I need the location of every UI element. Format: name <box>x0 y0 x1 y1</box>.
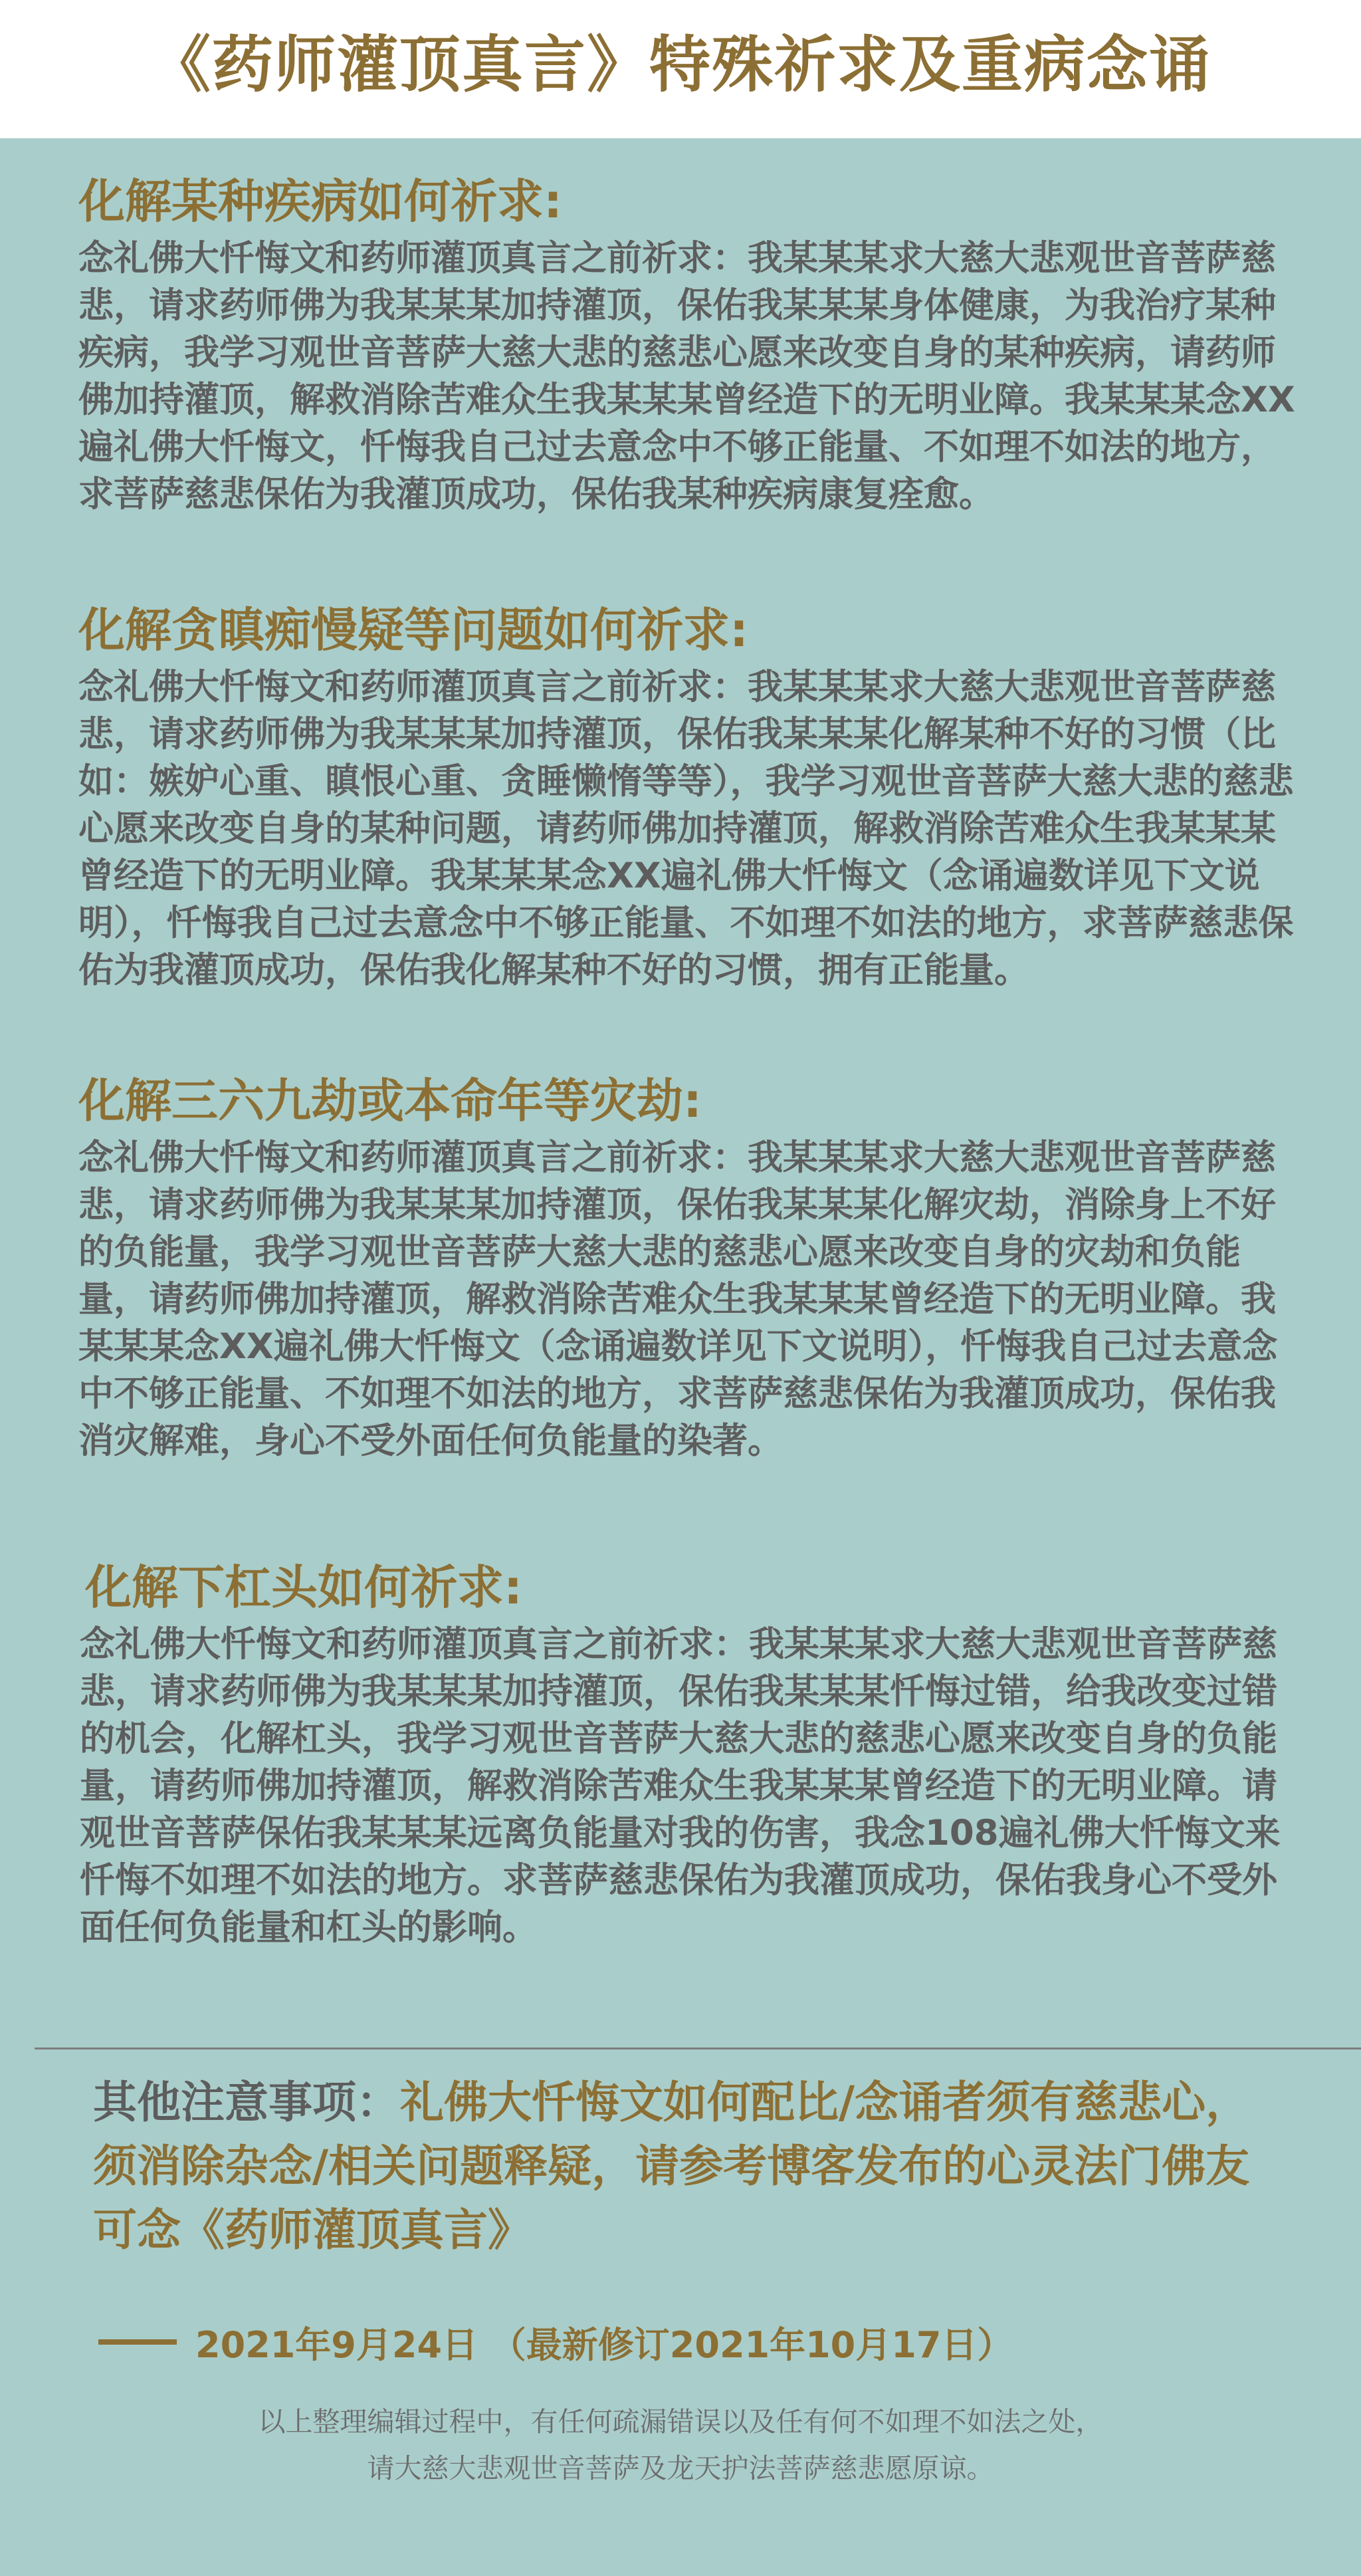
dash-decoration <box>98 2339 177 2345</box>
section-disease <box>78 170 1328 518</box>
footer-line-2: 请大慈大悲观世音菩萨及龙天护法菩萨慈悲愿原谅。 <box>367 2452 994 2484</box>
notes-paragraph <box>93 2071 1283 2262</box>
footer-disclaimer <box>0 2399 1361 2492</box>
section-title: 化解三六九劫或本命年等灾劫: <box>78 1074 702 1128</box>
divider <box>35 2048 1361 2049</box>
notes-text: 礼佛大忏悔文如何配比/念诵者须有慈悲心，须消除杂念/相关问题释疑，请参考博客发布的心灵法门佛友可念《药师灌顶真言》 <box>93 2077 1250 2256</box>
notes-label: 其他注意事项： <box>93 2077 400 2128</box>
section-body: 念礼佛大忏悔文和药师灌顶真言之前祈求：我某某某求大慈大悲观世音菩萨慈悲，请求药师佛为我某某某加持灌顶，保佑我某某某化解灾劫，消除身上不好的负能量，我学习观世音菩萨大慈大悲的慈悲心愿来改变自身的灾劫和负能量，请药师佛加持灌顶，解救消除苦难众生我某某某曾经造下的无明业障。我某某某念XX遍礼佛大忏悔文（念诵遍数详见下文说明），忏悔我自己过去意念中不够正能量、不如理不如法的地方，求菩萨慈悲保佑为我灌顶成功，保佑我消灾解难，身心不受外面任何负能量的染著。 <box>78 1137 1278 1461</box>
section-body: 念礼佛大忏悔文和药师灌顶真言之前祈求：我某某某求大慈大悲观世音菩萨慈悲，请求药师佛为我某某某加持灌顶，保佑我某某某身体健康，为我治疗某种疾病，我学习观世音菩萨大慈大悲的慈悲心愿来改变自身的某种疾病，请药师佛加持灌顶，解救消除苦难众生我某某某曾经造下的无明业障。我某某某念XX遍礼佛大忏悔文，忏悔我自己过去意念中不够正能量、不如理不如法的地方，求菩萨慈悲保佑为我灌顶成功，保佑我某种疾病康复痊愈。 <box>78 238 1295 515</box>
section-title: 化解某种疾病如何祈求: <box>78 174 562 229</box>
section-title: 化解下杠头如何祈求: <box>85 1560 522 1615</box>
date-line <box>98 2312 1013 2372</box>
section-body: 念礼佛大忏悔文和药师灌顶真言之前祈求：我某某某求大慈大悲观世音菩萨慈悲，请求药师佛为我某某某加持灌顶，保佑我某某某忏悔过错，给我改变过错的机会，化解杠头，我学习观世音菩萨大慈大悲的慈悲心愿来改变自身的负能量，请药师佛加持灌顶，解救消除苦难众生我某某某曾经造下的无明业障。请观世音菩萨保佑我某某某远离负能量对我的伤害，我念108遍礼佛大忏悔文来忏悔不如理不如法的地方。求菩萨慈悲保佑为我灌顶成功，保佑我身心不受外面任何负能量和杠头的影响。 <box>80 1624 1281 1948</box>
section-habits <box>78 598 1328 994</box>
header <box>0 0 1361 138</box>
section-body: 念礼佛大忏悔文和药师灌顶真言之前祈求：我某某某求大慈大悲观世音菩萨慈悲，请求药师佛为我某某某加持灌顶，保佑我某某某化解某种不好的习惯（比如：嫉妒心重、瞋恨心重、贪睡懒惰等等），我学习观世音菩萨大慈大悲的慈悲心愿来改变自身的某种问题，请药师佛加持灌顶，解救消除苦难众生我某某某曾经造下的无明业障。我某某某念XX遍礼佛大忏悔文（念诵遍数详见下文说明），忏悔我自己过去意念中不够正能量、不如理不如法的地方，求菩萨慈悲保佑为我灌顶成功，保佑我化解某种不好的习惯，拥有正能量。 <box>78 667 1294 991</box>
section-calamity <box>78 1069 1328 1464</box>
page-title: 《药师灌顶真言》特殊祈求及重病念诵 <box>149 29 1211 100</box>
footer-line-1: 以上整理编辑过程中，有任何疏漏错误以及任有何不如理不如法之处， <box>258 2406 1103 2438</box>
date-text: 2021年9月24日 （最新修订2021年10月17日） <box>195 2323 1013 2366</box>
section-gangtou <box>80 1556 1334 1951</box>
section-title: 化解贪瞋痴慢疑等问题如何祈求: <box>78 603 748 657</box>
